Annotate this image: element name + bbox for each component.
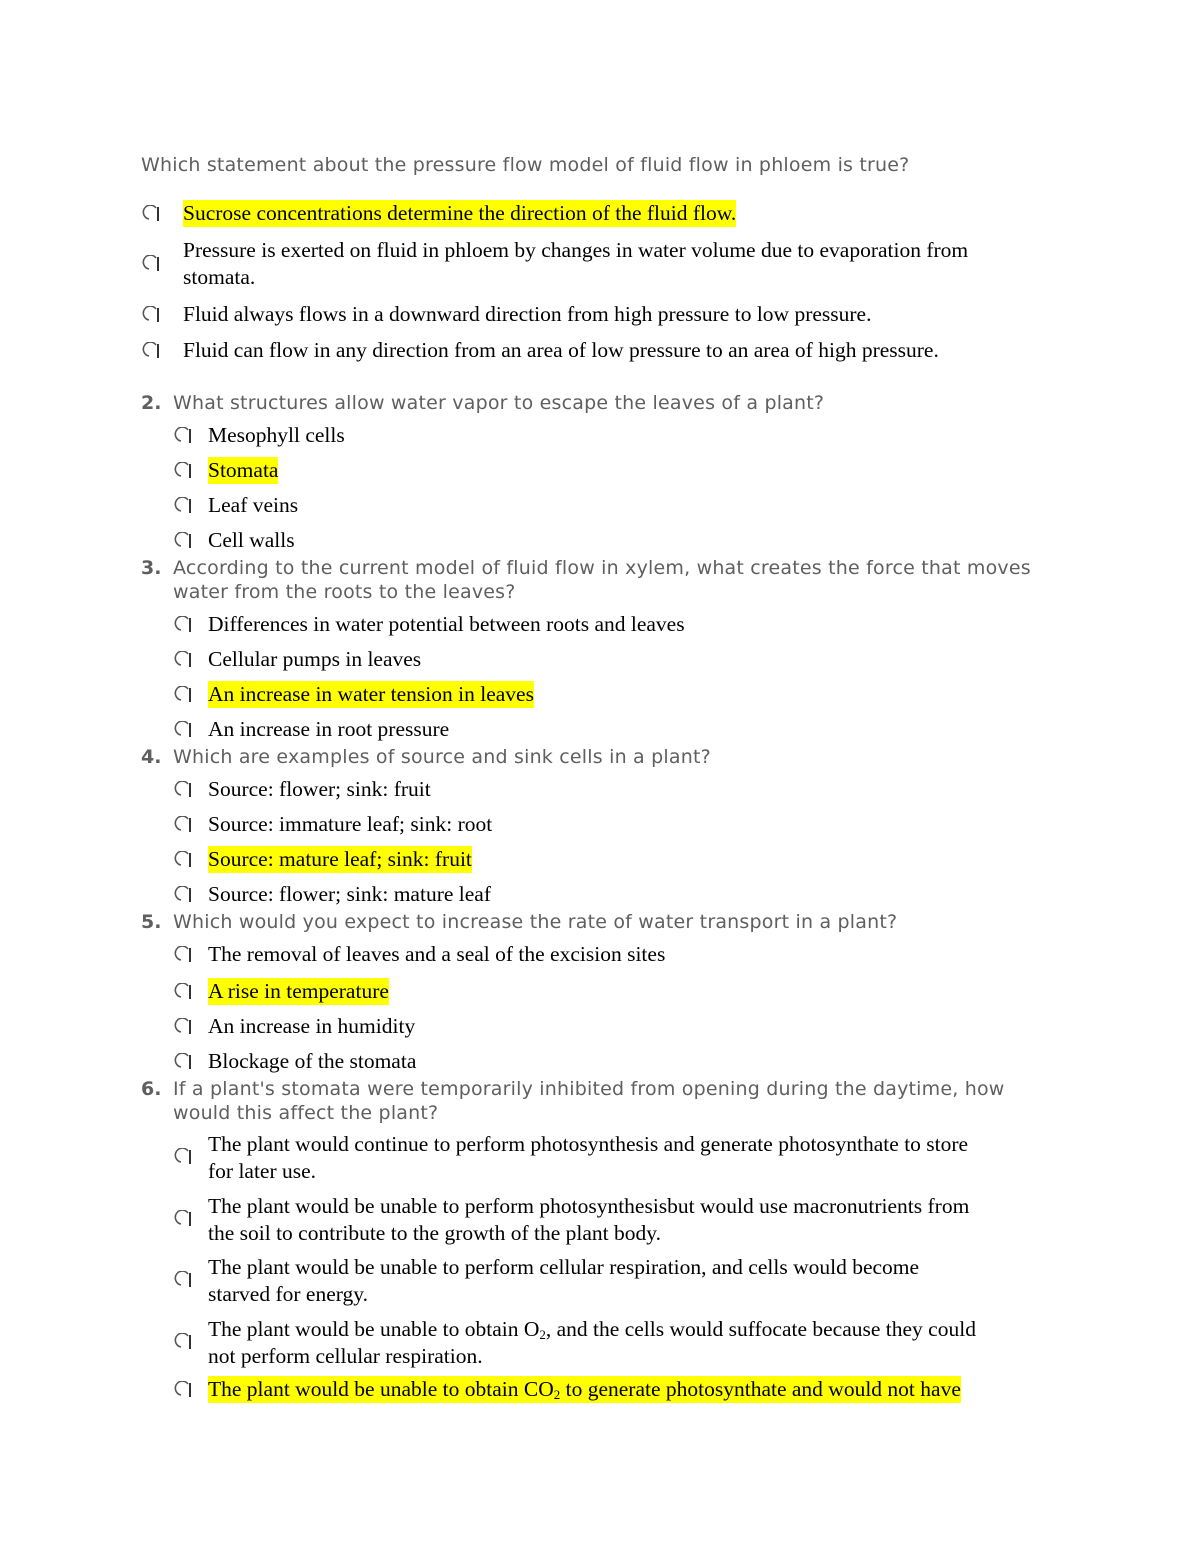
- radio-button-icon[interactable]: [174, 686, 194, 704]
- option-label: Leaf veins: [208, 493, 299, 517]
- option-label: The plant would be unable to perform photosynthesisbut would use macronutrients from: [208, 1194, 970, 1218]
- radio-button-icon[interactable]: [174, 721, 194, 739]
- option-label: Cell walls: [208, 528, 295, 552]
- q1-option-3[interactable]: [183, 301, 871, 328]
- radio-button-icon[interactable]: [174, 946, 194, 964]
- option-label: Differences in water potential between roots and leaves: [208, 612, 685, 636]
- q2-option-4[interactable]: [208, 527, 295, 554]
- radio-button-icon[interactable]: [142, 306, 162, 324]
- radio-button-icon[interactable]: [174, 1018, 194, 1036]
- radio-button-icon[interactable]: [174, 851, 194, 869]
- radio-button-icon[interactable]: [142, 205, 162, 223]
- option-label: A rise in temperature: [208, 979, 389, 1003]
- q6-option-4[interactable]: [208, 1316, 976, 1343]
- question-number: 4.: [141, 746, 162, 768]
- question-2-text: What structures allow water vapor to escape the leaves of a plant?: [173, 392, 825, 414]
- q6-option-5[interactable]: [208, 1376, 961, 1403]
- q1-option-4[interactable]: [183, 337, 939, 364]
- q4-option-2[interactable]: [208, 811, 492, 838]
- q6-option-2-line2: [208, 1220, 661, 1247]
- option-label: Source: flower; sink: mature leaf: [208, 882, 491, 906]
- question-4-text: Which are examples of source and sink cells in a plant?: [173, 746, 711, 768]
- question-number: 3.: [141, 557, 162, 579]
- q4-option-3[interactable]: [208, 846, 472, 873]
- q5-option-4[interactable]: [208, 1048, 416, 1075]
- option-label: The plant would be unable to obtain $CO_2$ to generate photosynthate and would not have: [208, 1377, 961, 1402]
- q5-option-2[interactable]: [208, 978, 389, 1005]
- radio-button-icon[interactable]: [142, 342, 162, 360]
- option-label: Fluid can flow in any direction from an area of low pressure to an area of high pressure.: [183, 338, 939, 362]
- q6-option-1-line2: [208, 1158, 316, 1185]
- q1-option-1[interactable]: [183, 200, 736, 227]
- radio-button-icon[interactable]: [174, 886, 194, 904]
- radio-button-icon[interactable]: [142, 255, 162, 273]
- question-1-text: Which statement about the pressure flow model of fluid flow in phloem is true?: [141, 154, 910, 176]
- option-label: Cellular pumps in leaves: [208, 647, 422, 671]
- question-6-text: If a plant's stomata were temporarily inhibited from opening during the daytime, how: [173, 1078, 1005, 1100]
- radio-button-icon[interactable]: [174, 616, 194, 634]
- option-label: An increase in humidity: [208, 1014, 416, 1038]
- radio-button-icon[interactable]: [174, 1271, 194, 1289]
- q2-option-1[interactable]: [208, 422, 345, 449]
- option-label: The plant would be unable to obtain $O_2$, and the cells would suffocate because they could: [208, 1317, 976, 1342]
- q4-option-1[interactable]: [208, 776, 431, 803]
- radio-button-icon[interactable]: [174, 1148, 194, 1166]
- option-label: the soil to contribute to the growth of the plant body.: [208, 1221, 662, 1245]
- radio-button-icon[interactable]: [174, 427, 194, 445]
- radio-button-icon[interactable]: [174, 462, 194, 480]
- question-number: 6.: [141, 1078, 162, 1100]
- option-label: starved for energy.: [208, 1282, 368, 1306]
- option-label: The plant would be unable to perform cellular respiration, and cells would become: [208, 1255, 920, 1279]
- option-label: Mesophyll cells: [208, 423, 345, 447]
- q3-option-3[interactable]: [208, 681, 534, 708]
- radio-button-icon[interactable]: [174, 1333, 194, 1351]
- option-label: for later use.: [208, 1159, 317, 1183]
- option-label: The plant would continue to perform photosynthesis and generate photosynthate to store: [208, 1132, 969, 1156]
- radio-button-icon[interactable]: [174, 532, 194, 550]
- radio-button-icon[interactable]: [174, 816, 194, 834]
- question-number: 5.: [141, 911, 162, 933]
- radio-button-icon[interactable]: [174, 781, 194, 799]
- q6-option-3-line2: [208, 1281, 368, 1308]
- q2-option-3[interactable]: [208, 492, 298, 519]
- radio-button-icon[interactable]: [174, 983, 194, 1001]
- option-label: Stomata: [208, 458, 279, 482]
- radio-button-icon[interactable]: [174, 497, 194, 515]
- option-label: Source: mature leaf; sink: fruit: [208, 847, 472, 871]
- question-3-text: According to the current model of fluid flow in xylem, what creates the force that moves: [173, 557, 1031, 579]
- q2-option-2[interactable]: [208, 457, 278, 484]
- q4-option-4[interactable]: [208, 881, 491, 908]
- q6-option-4-line2: [208, 1343, 483, 1370]
- q6-option-1[interactable]: [208, 1131, 968, 1158]
- option-label: Sucrose concentrations determine the direction of the fluid flow.: [183, 201, 737, 225]
- q1-option-2-line2: [183, 264, 255, 291]
- q5-option-1[interactable]: [208, 941, 665, 968]
- option-label: An increase in root pressure: [208, 717, 450, 741]
- q5-option-3[interactable]: [208, 1013, 415, 1040]
- q6-option-3[interactable]: [208, 1254, 919, 1281]
- option-label: not perform cellular respiration.: [208, 1344, 483, 1368]
- option-label: Pressure is exerted on fluid in phloem by changes in water volume due to evaporation from: [183, 238, 969, 262]
- radio-button-icon[interactable]: [174, 651, 194, 669]
- option-label: An increase in water tension in leaves: [208, 682, 534, 706]
- option-label: Source: flower; sink: fruit: [208, 777, 431, 801]
- q3-option-2[interactable]: [208, 646, 421, 673]
- question-number: 2.: [141, 392, 162, 414]
- option-label: Fluid always flows in a downward direction from high pressure to low pressure.: [183, 302, 872, 326]
- question-5-text: Which would you expect to increase the rate of water transport in a plant?: [173, 911, 898, 933]
- option-label: stomata.: [183, 265, 256, 289]
- question-6-text-line2: would this affect the plant?: [173, 1102, 439, 1124]
- radio-button-icon[interactable]: [174, 1210, 194, 1228]
- radio-button-icon[interactable]: [174, 1381, 194, 1399]
- option-label: The removal of leaves and a seal of the excision sites: [208, 942, 666, 966]
- radio-button-icon[interactable]: [174, 1053, 194, 1071]
- q6-option-2[interactable]: [208, 1193, 969, 1220]
- option-label: Source: immature leaf; sink: root: [208, 812, 493, 836]
- q3-option-1[interactable]: [208, 611, 685, 638]
- q1-option-2[interactable]: [183, 237, 968, 264]
- question-3-text-line2: water from the roots to the leaves?: [173, 581, 516, 603]
- option-label: Blockage of the stomata: [208, 1049, 417, 1073]
- q3-option-4[interactable]: [208, 716, 449, 743]
